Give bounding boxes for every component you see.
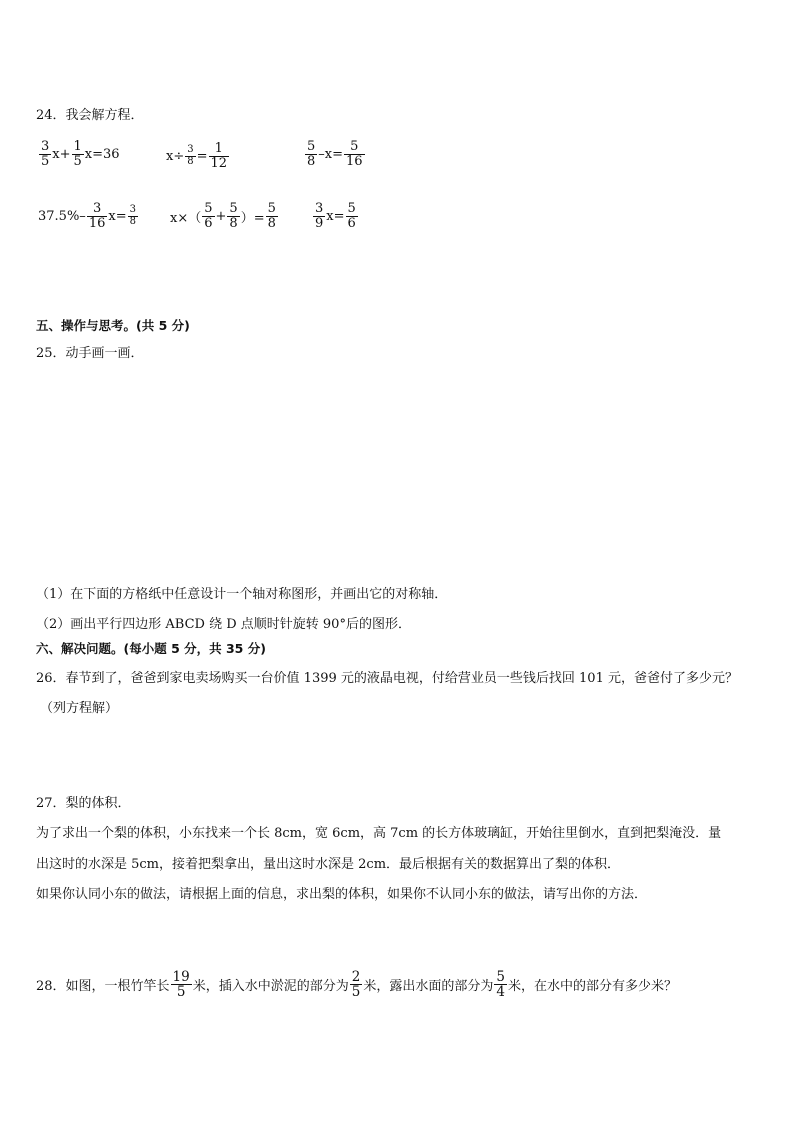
fraction: $\frac{3}{5}$ xyxy=(41,139,50,169)
fraction: $\frac{3}{9}$ xyxy=(315,201,324,231)
q27-line1: 为了求出一个梨的体积，小东找来一个长 8cm，宽 6cm，高 7cm 的长方体玻璃缸，开始往里倒水，直到把梨淹没．量 xyxy=(36,826,722,841)
q24-eq4: 37.5%– $\frac{3}{16}$ x= $\frac{3}{8}$ xyxy=(38,201,136,231)
q27-line2: 出这时的水深是 5cm，接着把梨拿出，量出这时水深是 2cm．最后根据有关的数据算出了梨的体积． xyxy=(36,857,621,872)
q28-text: 28．如图，一根竹竿长 $\frac{19}{5}$ 米，插入水中淤泥的部分为 $\frac{2}{5}$ 米，露出水面的部分为 $\frac{5}{4}$ 米，在水中的部分有多少米？ xyxy=(36,969,677,1001)
drawing-area xyxy=(36,362,758,567)
fraction: $\frac{5}{8}$ xyxy=(229,201,238,231)
q25-part1: （1）在下面的方格纸中任意设计一个轴对称图形，并画出它的对称轴． xyxy=(36,587,448,602)
fraction: $\frac{3}{8}$ xyxy=(129,204,136,227)
fraction: $\frac{5}{8}$ xyxy=(307,139,316,169)
q24-eq2: x÷ $\frac{3}{8}$ = $\frac{1}{12}$ xyxy=(166,141,228,171)
q24-title: 24．我会解方程． xyxy=(36,108,144,123)
q24-eq6: $\frac{3}{9}$ x= $\frac{5}{6}$ xyxy=(315,201,356,231)
fraction: $\frac{5}{6}$ xyxy=(204,201,213,231)
q25-part2: （2）画出平行四边形 ABCD 绕 D 点顺时针旋转 90°后的图形． xyxy=(36,617,411,632)
q24-eq3: $\frac{5}{8}$ –x= $\frac{5}{16}$ xyxy=(307,139,363,169)
section-heading-6: 六、解决问题。(每小题 5 分，共 35 分) xyxy=(36,641,266,656)
q27-line3: 如果你认同小东的做法，请根据上面的信息，求出梨的体积，如果你不认同小东的做法，请写出你的方法． xyxy=(36,887,648,902)
section-heading-5: 五、操作与思考。(共 5 分) xyxy=(36,318,190,333)
fraction: $\frac{5}{16}$ xyxy=(346,139,363,169)
fraction: $\frac{5}{4}$ xyxy=(496,969,505,1001)
q24-eq5: x×（ $\frac{5}{6}$ + $\frac{5}{8}$ ）= $\frac{5}{8}$ xyxy=(170,201,276,231)
q25-title: 25．动手画一画． xyxy=(36,346,144,361)
fraction: $\frac{5}{6}$ xyxy=(347,201,356,231)
fraction: $\frac{3}{16}$ xyxy=(88,201,106,231)
q27-title: 27．梨的体积． xyxy=(36,796,131,811)
fraction: $\frac{5}{8}$ xyxy=(267,201,276,231)
q26-note: （列方程解） xyxy=(40,701,119,716)
q26-text: 26．春节到了，爸爸到家电卖场购买一台价值 1399 元的液晶电视，付给营业员一些钱后找回 101 元，爸爸付了多少元？ xyxy=(36,671,738,686)
fraction: $\frac{3}{8}$ xyxy=(187,144,194,167)
fraction: $\frac{1}{5}$ xyxy=(73,139,82,169)
fraction: $\frac{2}{5}$ xyxy=(351,969,361,1001)
fraction: $\frac{19}{5}$ xyxy=(172,969,190,1001)
q24-eq1: $\frac{3}{5}$ x+ $\frac{1}{5}$ x=36 xyxy=(41,139,120,169)
fraction: $\frac{1}{12}$ xyxy=(210,141,228,171)
